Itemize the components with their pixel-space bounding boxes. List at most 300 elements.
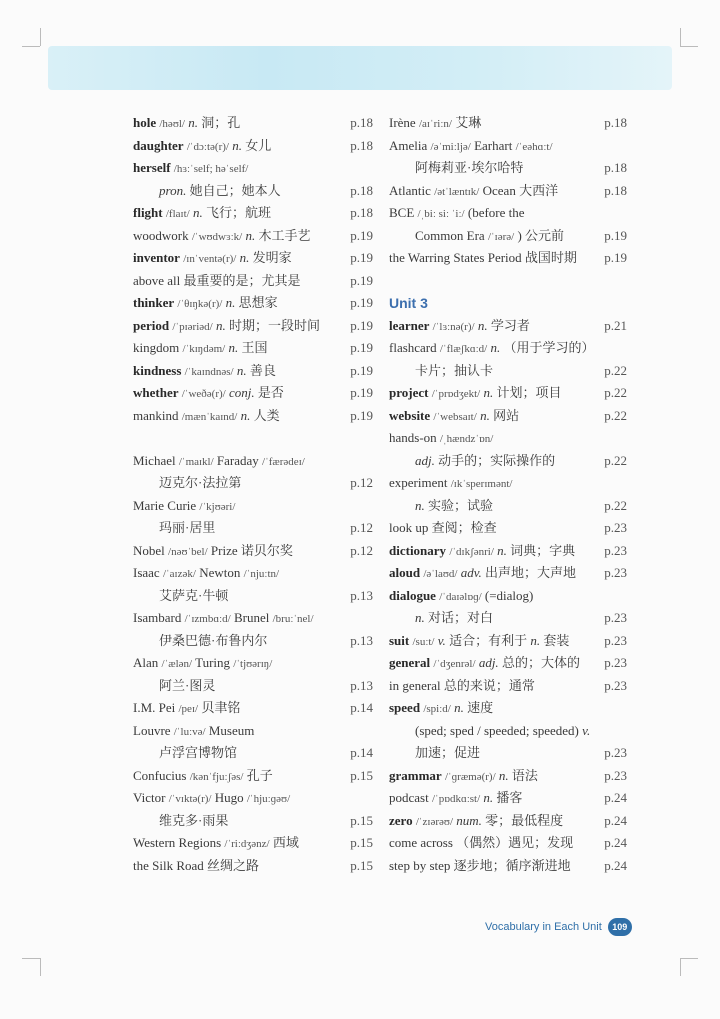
definition: 阿兰·图灵 xyxy=(159,677,216,693)
definition: 洞；孔 xyxy=(201,115,241,130)
vocab-entry xyxy=(133,675,373,698)
phonetic-2: /ˈeəhɑːt/ xyxy=(515,140,553,153)
phonetic: /peɪ/ xyxy=(178,703,199,715)
vocab-entry xyxy=(389,157,627,180)
vocab-entry xyxy=(389,135,627,158)
page-reference: p.23 xyxy=(604,745,627,760)
page-reference: p.23 xyxy=(604,542,627,558)
vocab-entry xyxy=(133,652,373,675)
term-continued: ) xyxy=(517,227,522,243)
page-reference: p.12 xyxy=(350,475,373,490)
definition: 木工手艺 xyxy=(258,227,311,243)
definition: 速度 xyxy=(467,700,494,715)
vocab-entry xyxy=(133,585,373,608)
part-of-speech: n. xyxy=(454,700,464,715)
page-reference: p.15 xyxy=(350,835,373,850)
headword: daughter xyxy=(133,137,184,153)
definition: 出声地；大声地 xyxy=(485,565,577,580)
phonetic: /nəʊˈbel/ xyxy=(168,545,208,558)
term: podcast xyxy=(389,790,429,805)
vocab-entry xyxy=(389,720,627,743)
phonetic-2: /ˈnjuːtn/ xyxy=(243,568,280,580)
vocab-entry xyxy=(133,832,373,855)
term-continued: (before the xyxy=(467,205,525,220)
headword: kindness xyxy=(133,362,182,378)
term: Western Regions xyxy=(133,835,222,850)
vocab-entry xyxy=(133,697,373,720)
definition: 逐步地；循序渐进地 xyxy=(453,857,571,873)
phonetic: /ˈwʊdwɜːk/ xyxy=(191,230,243,243)
term: Irène xyxy=(389,115,416,130)
definition-2: 套装 xyxy=(543,632,570,648)
page-reference: p.23 xyxy=(604,632,627,648)
vocab-entry xyxy=(133,225,373,248)
page-reference: p.19 xyxy=(350,317,373,333)
definition: 阿梅莉亚·埃尔哈特 xyxy=(415,160,524,175)
page-reference: p.23 xyxy=(604,655,627,670)
definition: 王国 xyxy=(241,340,268,355)
vocab-entry xyxy=(133,270,373,293)
term-continued: Ocean xyxy=(482,182,516,198)
definition: 善良 xyxy=(249,362,276,378)
headword: project xyxy=(389,385,429,400)
vocab-entry xyxy=(389,337,627,360)
term: come across xyxy=(389,835,453,850)
page-reference: p.19 xyxy=(604,227,627,243)
page-reference: p.23 xyxy=(604,767,627,783)
phonetic: /ˈdɪkʃənri/ xyxy=(449,545,494,558)
definition: 零；最低程度 xyxy=(485,812,564,828)
part-of-speech: v. xyxy=(437,632,446,648)
vocab-entry xyxy=(389,202,627,225)
page-reference: p.22 xyxy=(604,497,627,513)
vocab-entry xyxy=(133,540,373,563)
phonetic: /ˈælən/ xyxy=(161,658,193,670)
definition: 大西洋 xyxy=(519,182,559,198)
part-of-speech: n. xyxy=(477,317,488,333)
phonetic: /ˈmaɪkl/ xyxy=(178,455,214,468)
vocab-entry xyxy=(133,742,373,765)
page-reference: p.24 xyxy=(604,835,627,850)
term: the Warring States Period xyxy=(389,250,522,265)
part-of-speech: n. xyxy=(192,205,203,220)
vocab-entry xyxy=(389,495,627,518)
page-reference: p.18 xyxy=(604,160,627,175)
phonetic: /mænˈkaɪnd/ xyxy=(181,410,238,423)
definition: 词典；字典 xyxy=(510,542,576,558)
vocab-entry xyxy=(133,810,373,833)
definition: 发明家 xyxy=(252,250,292,265)
page-reference: p.19 xyxy=(350,407,373,423)
phonetic: /aɪˈriːn/ xyxy=(418,118,452,130)
phonetic-2: /ˈtjʊərɪŋ/ xyxy=(233,658,273,670)
page-reference: p.13 xyxy=(350,677,373,693)
term-continued: Turing xyxy=(195,655,231,670)
definition: 思想家 xyxy=(238,295,278,310)
headword: aloud xyxy=(389,565,421,580)
crop-mark-bottom-right-v xyxy=(680,958,681,976)
page-reference: p.24 xyxy=(604,812,627,828)
definition: 卢浮宫博物馆 xyxy=(159,745,238,760)
vocab-entry xyxy=(389,472,627,495)
page-reference: p.12 xyxy=(350,542,373,558)
vocab-entry xyxy=(389,360,627,383)
definition: 适合；有利于 xyxy=(449,632,528,648)
page-reference: p.18 xyxy=(350,205,373,220)
vocab-entry xyxy=(133,315,373,338)
definition: 动手的；实际操作的 xyxy=(438,452,556,468)
headword: thinker xyxy=(133,295,175,310)
headword: herself xyxy=(133,160,171,175)
part-of-speech: v. xyxy=(582,722,591,738)
page-number-badge: 109 xyxy=(608,918,632,936)
part-of-speech: conj. xyxy=(228,385,255,400)
phonetic: /ˈluːvə/ xyxy=(173,725,206,738)
vocab-entry xyxy=(133,787,373,810)
vocab-entry xyxy=(389,562,627,585)
vocab-entry xyxy=(389,427,627,450)
phonetic-2: /ˈfærədeɪ/ xyxy=(262,455,305,468)
phonetic-2: /bruːˈnel/ xyxy=(272,613,314,625)
vocab-entry xyxy=(133,562,373,585)
term-continued: (=dialog) xyxy=(484,587,534,603)
definition: 丝绸之路 xyxy=(207,857,260,873)
phonetic: /ˈpɪəriəd/ xyxy=(172,320,213,333)
vocab-entry xyxy=(133,855,373,878)
term: Amelia xyxy=(389,137,428,153)
vocab-entry xyxy=(133,607,373,630)
spacer xyxy=(133,427,373,450)
part-of-speech: n. xyxy=(498,767,509,783)
term: hands-on xyxy=(389,430,437,445)
term: mankind xyxy=(133,407,179,423)
phonetic: /ˈprɒdʒekt/ xyxy=(431,388,481,400)
crop-mark-top-left-v xyxy=(40,28,41,46)
phonetic: /hɜːˈself; həˈself/ xyxy=(173,163,249,175)
vocab-entry xyxy=(133,180,373,203)
page-reference: p.19 xyxy=(350,362,373,378)
phonetic: /ˈaɪzək/ xyxy=(162,568,196,580)
definition: 艾萨克·牛顿 xyxy=(159,587,229,603)
term: look up xyxy=(389,520,429,535)
vocab-entry xyxy=(389,112,627,135)
vocab-entry xyxy=(133,135,373,158)
vocab-entry xyxy=(389,855,627,878)
term-continued: Museum xyxy=(208,722,255,738)
vocab-entry xyxy=(389,585,627,608)
phonetic: /ˈθɪŋkə(r)/ xyxy=(177,298,223,310)
term: Nobel xyxy=(133,542,165,558)
part-of-speech: n. xyxy=(415,497,425,513)
definition: 孔子 xyxy=(246,767,273,783)
headword: hole xyxy=(133,115,157,130)
phonetic: /həʊl/ xyxy=(159,118,185,130)
vocab-entry xyxy=(133,360,373,383)
page-reference: p.19 xyxy=(350,295,373,310)
vocab-entry xyxy=(389,450,627,473)
phonetic-2: /ˈhjuːɡəʊ/ xyxy=(246,793,291,805)
definition: 维克多·雨果 xyxy=(159,812,229,828)
term-continued: Prize xyxy=(210,542,238,558)
term: woodwork xyxy=(133,227,189,243)
definition: 女儿 xyxy=(245,137,272,153)
vocab-entry xyxy=(133,112,373,135)
phonetic: /ˈdaɪəlɒɡ/ xyxy=(439,590,482,603)
phonetic: /kənˈfjuːʃəs/ xyxy=(189,770,244,783)
part-of-speech: n. xyxy=(483,385,494,400)
part-of-speech: n. xyxy=(239,250,250,265)
part-of-speech: adv. xyxy=(460,565,482,580)
phonetic: /ˈweðə(r)/ xyxy=(181,388,226,400)
vocab-entry xyxy=(389,787,627,810)
vocab-entry xyxy=(133,337,373,360)
spacer xyxy=(389,270,627,293)
part-of-speech: num. xyxy=(456,812,482,828)
headword: learner xyxy=(389,317,430,333)
part-of-speech: n. xyxy=(245,227,256,243)
vocab-entry xyxy=(389,225,627,248)
term: Isaac xyxy=(133,565,160,580)
page-reference: p.15 xyxy=(350,857,373,873)
vocab-entry xyxy=(133,405,373,428)
definition: 诺贝尔奖 xyxy=(240,542,293,558)
footer-title: Vocabulary in Each Unit xyxy=(485,921,602,933)
page-reference: p.14 xyxy=(350,700,373,715)
vocab-entry xyxy=(389,742,627,765)
phonetic: /ɪkˈsperɪmənt/ xyxy=(450,478,513,490)
part-of-speech: n. xyxy=(490,340,501,355)
vocab-entry xyxy=(389,810,627,833)
page-reference: p.18 xyxy=(350,137,373,153)
phonetic: /ˈflæʃkɑːd/ xyxy=(439,343,488,355)
page-reference: p.19 xyxy=(350,385,373,400)
definition: 伊桑巴德·布鲁内尔 xyxy=(159,632,268,648)
crop-mark-top-left xyxy=(22,46,40,47)
crop-mark-bottom-left xyxy=(22,958,40,959)
part-of-speech: n. xyxy=(188,115,198,130)
term: Common Era xyxy=(415,227,485,243)
headword: period xyxy=(133,317,170,333)
page-reference: p.23 xyxy=(604,520,627,535)
phonetic: /ˈɡræmə(r)/ xyxy=(444,770,496,783)
headword: flight xyxy=(133,205,163,220)
term: kingdom xyxy=(133,340,180,355)
definition: 飞行；航班 xyxy=(205,205,271,220)
page-reference: p.19 xyxy=(350,272,373,288)
term: the Silk Road xyxy=(133,857,204,873)
term-continued: Faraday xyxy=(216,452,259,468)
term: Michael xyxy=(133,452,176,468)
definition: （偶然）遇见；发现 xyxy=(456,835,574,850)
term-continued: Hugo xyxy=(214,790,244,805)
term: experiment xyxy=(389,475,448,490)
definition: 公元前 xyxy=(525,227,565,243)
definition: 艾琳 xyxy=(455,115,482,130)
phonetic: /ˈɪərə/ xyxy=(487,230,515,243)
vocab-entry xyxy=(389,832,627,855)
vocab-entry xyxy=(389,540,627,563)
vocab-entry xyxy=(133,450,373,473)
phonetic: /ˈwebsaɪt/ xyxy=(433,410,477,423)
page-reference: p.19 xyxy=(350,250,373,265)
page-reference: p.18 xyxy=(604,115,627,130)
part-of-speech-2: n. xyxy=(530,632,541,648)
part-of-speech: n. xyxy=(215,317,226,333)
vocab-entry xyxy=(389,382,627,405)
phonetic: /ˈkaɪndnəs/ xyxy=(184,365,234,378)
page-reference: p.22 xyxy=(604,362,627,378)
definition: 总的来说；通常 xyxy=(443,677,535,693)
term: Confucius xyxy=(133,767,187,783)
definition: 计划；项目 xyxy=(496,385,562,400)
definition: 实验；试验 xyxy=(428,497,494,513)
vocab-entry xyxy=(133,472,373,495)
vocab-entry xyxy=(389,180,627,203)
vocab-entry xyxy=(133,495,373,518)
definition: 网站 xyxy=(493,407,520,423)
term: Alan xyxy=(133,655,159,670)
definition: 贝聿铭 xyxy=(201,700,241,715)
page-reference: p.15 xyxy=(350,767,373,783)
page-reference: p.18 xyxy=(350,182,373,198)
part-of-speech: n. xyxy=(225,295,236,310)
page-reference: p.19 xyxy=(350,340,373,355)
vocab-entry xyxy=(389,517,627,540)
definition: 学习者 xyxy=(490,317,530,333)
page-footer xyxy=(485,918,632,936)
phonetic: /ˈkjʊəri/ xyxy=(199,500,236,513)
definition: 西域 xyxy=(272,835,299,850)
vocab-entry xyxy=(389,315,627,338)
term: I.M. Pei xyxy=(133,700,176,715)
term: BCE xyxy=(389,205,415,220)
phonetic: /ˈvɪktə(r)/ xyxy=(168,793,212,805)
term: Isambard xyxy=(133,610,182,625)
vocab-entry xyxy=(133,157,373,180)
vocab-entry xyxy=(389,247,627,270)
vocab-entry xyxy=(389,630,627,653)
page-reference: p.19 xyxy=(350,227,373,243)
phonetic: /ɪnˈventə(r)/ xyxy=(183,253,237,265)
headword: dictionary xyxy=(389,542,447,558)
phonetic: /əˈlaʊd/ xyxy=(423,568,458,580)
part-of-speech: adj. xyxy=(478,655,499,670)
definition: 是否 xyxy=(257,385,284,400)
page-reference: p.22 xyxy=(604,385,627,400)
page-reference: p.21 xyxy=(604,317,627,333)
definition: 她自己；她本人 xyxy=(189,182,281,198)
phonetic: /ˈriːdʒənz/ xyxy=(224,838,270,850)
page-reference: p.22 xyxy=(604,407,627,423)
definition: 语法 xyxy=(511,767,538,783)
page-reference: p.14 xyxy=(350,745,373,760)
header-band xyxy=(48,46,672,90)
definition: （用于学习的） xyxy=(503,340,595,355)
term-continued: (sped; sped / speeded; speeded) xyxy=(415,722,579,738)
part-of-speech: n. xyxy=(483,790,494,805)
part-of-speech: n. xyxy=(480,407,490,423)
page-reference: p.23 xyxy=(604,565,627,580)
phonetic: /ˈdʒenrəl/ xyxy=(433,658,476,670)
definition: 人类 xyxy=(253,407,280,423)
term: Louvre xyxy=(133,722,171,738)
phonetic: /spiːd/ xyxy=(423,703,451,715)
phonetic: /ˈdɔːtə(r)/ xyxy=(186,140,229,153)
vocab-entry xyxy=(389,652,627,675)
vocab-entry xyxy=(389,697,627,720)
page-reference: p.13 xyxy=(350,587,373,603)
page-reference: p.23 xyxy=(604,610,627,625)
headword: zero xyxy=(389,812,413,828)
part-of-speech: n. xyxy=(232,137,242,153)
crop-mark-bottom-left-v xyxy=(40,958,41,976)
phonetic: /ˈlɜːnə(r)/ xyxy=(432,320,475,333)
headword: dialogue xyxy=(389,587,436,603)
phonetic: /ˈzɪərəʊ/ xyxy=(415,815,454,828)
part-of-speech: n. xyxy=(236,362,247,378)
definition: 时期；一段时间 xyxy=(228,317,320,333)
headword: speed xyxy=(389,700,421,715)
term: in general xyxy=(389,677,441,693)
phonetic: /əˈmiːljə/ xyxy=(430,140,471,153)
term: Victor xyxy=(133,790,166,805)
page-reference: p.15 xyxy=(350,812,373,828)
part-of-speech: adj. xyxy=(415,452,435,468)
definition: 播客 xyxy=(496,790,523,805)
term: step by step xyxy=(389,857,451,873)
vocab-entry xyxy=(389,765,627,788)
page-reference: p.24 xyxy=(604,857,627,873)
headword: inventor xyxy=(133,250,180,265)
vocab-entry xyxy=(133,517,373,540)
definition: 加速；促进 xyxy=(415,745,481,760)
headword: grammar xyxy=(389,767,442,783)
crop-mark-top-right-v xyxy=(680,28,681,46)
page-reference: p.18 xyxy=(604,182,627,198)
phonetic: /suːt/ xyxy=(412,635,435,648)
part-of-speech: pron. xyxy=(159,182,187,198)
phonetic: /ˈkɪŋdəm/ xyxy=(182,343,226,355)
vocab-entry xyxy=(389,607,627,630)
vocab-entry xyxy=(389,405,627,428)
definition: 战国时期 xyxy=(524,250,577,265)
term: flashcard xyxy=(389,340,437,355)
part-of-speech: n. xyxy=(415,610,425,625)
page-reference: p.18 xyxy=(350,115,373,130)
term: Marie Curie xyxy=(133,497,197,513)
definition: 对话；对白 xyxy=(428,610,494,625)
phonetic: /ətˈlæntɪk/ xyxy=(434,185,480,198)
vocab-entry xyxy=(133,765,373,788)
page-reference: p.22 xyxy=(604,452,627,468)
definition: 总的；大体的 xyxy=(501,655,580,670)
headword: suit xyxy=(389,632,410,648)
headword: whether xyxy=(133,385,179,400)
headword: website xyxy=(389,407,431,423)
term: above all xyxy=(133,272,181,288)
term-continued: Newton xyxy=(199,565,241,580)
term-continued: Brunel xyxy=(233,610,270,625)
term: Atlantic xyxy=(389,182,431,198)
definition: 最重要的是；尤其是 xyxy=(183,272,301,288)
phonetic: /ˌhændzˈɒn/ xyxy=(439,433,494,445)
phonetic: /ˌbiː siː ˈiː/ xyxy=(417,208,465,220)
definition: 玛丽·居里 xyxy=(159,520,216,535)
term-continued: Earhart xyxy=(474,137,513,153)
page-reference: p.24 xyxy=(604,790,627,805)
definition: 迈克尔·法拉第 xyxy=(159,475,242,490)
headword: general xyxy=(389,655,431,670)
